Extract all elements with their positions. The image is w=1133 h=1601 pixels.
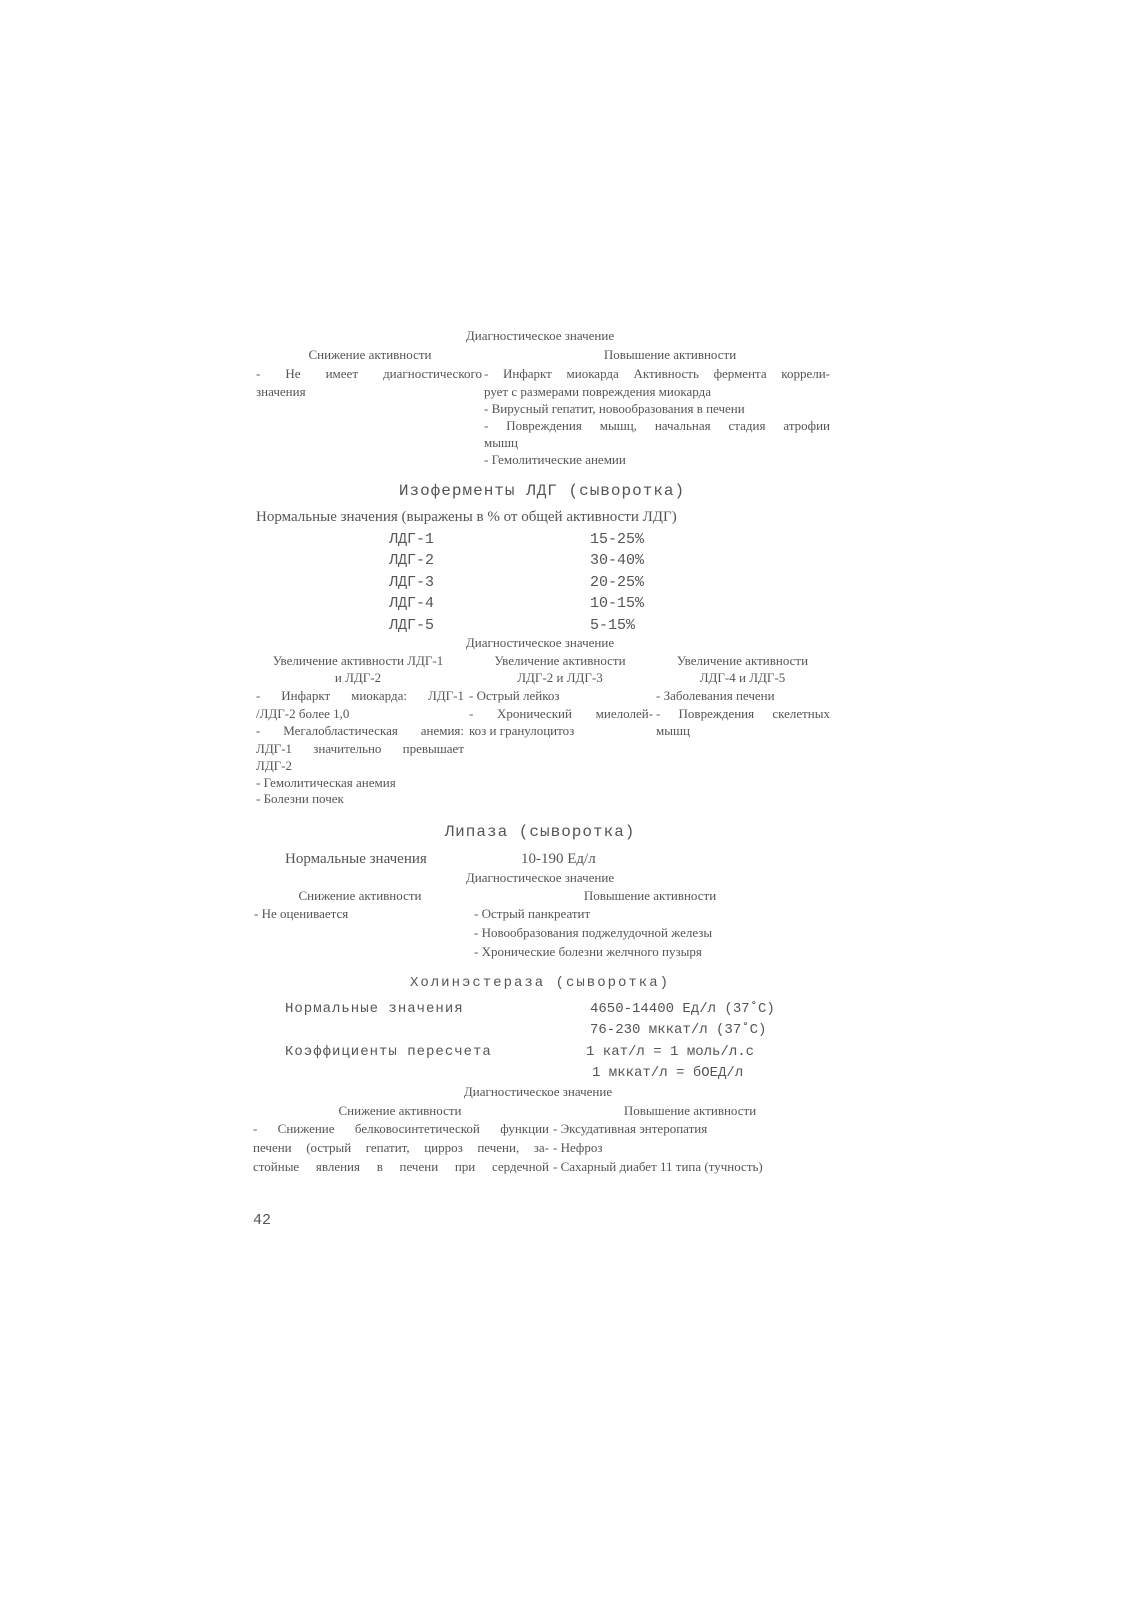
- s2-title: Изоферменты ЛДГ (сыворотка): [398, 482, 686, 500]
- s1-high-line: - Повреждения мышц, начальная стадия атрофии: [484, 418, 830, 433]
- s2-col1-line: ЛДГ-1 значительно превышает: [256, 741, 464, 756]
- ldh-row-value: 10-15%: [590, 595, 645, 612]
- s2-col1-line: ЛДГ-2: [256, 758, 293, 773]
- s1-high-line: мышц: [484, 435, 518, 450]
- ldh-row-name: ЛДГ-3: [389, 574, 435, 591]
- s4-low-line: стойные явления в печени при сердечной: [253, 1159, 549, 1174]
- s3-high-line: - Хронические болезни желчного пузыря: [474, 944, 702, 959]
- s4-high-line: - Эксудативная энтеропатия: [553, 1121, 708, 1136]
- ldh-row-name: ЛДГ-4: [389, 595, 435, 612]
- s2-col3-line: - Повреждения скелетных: [656, 706, 830, 721]
- s1-high-line: рует с размерами повреждения миокарда: [484, 384, 711, 399]
- ldh-row-value: 5-15%: [590, 617, 636, 634]
- s2-col1-line: /ЛДГ-2 более 1,0: [256, 706, 350, 721]
- s4-coef-value: 1 кат/л = 1 моль/л.с: [586, 1044, 755, 1060]
- s2-col3-line: - Заболевания печени: [656, 688, 775, 703]
- s2-col1-header: Увеличение активности ЛДГ-1: [272, 653, 444, 668]
- s1-high-line: - Гемолитические анемии: [484, 452, 626, 467]
- s2-col1-line: - Инфаркт миокарда: ЛДГ-1: [256, 688, 464, 703]
- s4-diag-title: Диагностическое значение: [463, 1084, 613, 1099]
- s2-col2-header: ЛДГ-2 и ЛДГ-3: [517, 670, 603, 685]
- s4-col-high: Повышение активности: [623, 1103, 757, 1118]
- s3-col-high: Повышение активности: [583, 888, 717, 903]
- ldh-row-value: 15-25%: [590, 531, 645, 548]
- s2-col1-line: - Мегалобластическая анемия:: [256, 723, 464, 738]
- s3-high-line: - Острый панкреатит: [474, 906, 591, 921]
- s1-high-line: - Инфаркт миокарда Активность фермента коррели-: [484, 366, 830, 381]
- ldh-row-name: ЛДГ-2: [389, 552, 435, 569]
- s2-normal-values: Нормальные значения (выражены в % от общей активности ЛДГ): [256, 509, 677, 525]
- s4-low-line: печени (острый гепатит, цирроз печени, за-: [253, 1140, 549, 1155]
- s2-col2-header: Увеличение активности: [494, 653, 626, 668]
- s4-title: Холинэстераза (сыворотка): [409, 975, 671, 991]
- s4-coef-label: Коэффициенты пересчета: [285, 1044, 492, 1060]
- ldh-row-value: 20-25%: [590, 574, 645, 591]
- s2-col3-header: Увеличение активности: [676, 653, 809, 668]
- s2-col1-line: - Гемолитическая анемия: [256, 775, 396, 790]
- s2-col3-line: мышц: [656, 723, 690, 738]
- s1-diag-title: Диагностическое значение: [465, 328, 615, 343]
- s1-col-low: Снижение активности: [308, 347, 432, 362]
- s2-col2-line: коз и гранулоцитоз: [469, 723, 575, 738]
- s3-high-line: - Новообразования поджелудочной железы: [474, 925, 713, 940]
- s4-coef-value: 1 мккат/л = бОЕД/л: [592, 1065, 744, 1081]
- ldh-row-name: ЛДГ-5: [389, 617, 435, 634]
- s3-low-line: - Не оценивается: [254, 906, 349, 921]
- s2-col2-line: - Острый лейкоз: [469, 688, 560, 703]
- s1-low-line: значения: [256, 384, 306, 399]
- s1-high-line: - Вирусный гепатит, новообразования в печени: [484, 401, 745, 416]
- s1-col-high: Повышение активности: [603, 347, 737, 362]
- ldh-row-value: 30-40%: [590, 552, 645, 569]
- s3-normal-value: 10-190 Ед/л: [521, 851, 596, 867]
- s2-col1-line: - Болезни почек: [256, 791, 344, 806]
- s2-col3-header: ЛДГ-4 и ЛДГ-5: [699, 670, 786, 685]
- s2-col2-line: - Хронический миелолей-: [469, 706, 653, 721]
- s3-col-low: Снижение активности: [298, 888, 422, 903]
- s4-high-line: - Нефроз: [553, 1140, 603, 1155]
- s4-normal-label: Нормальные значения: [285, 1001, 464, 1017]
- s3-diag-title: Диагностическое значение: [465, 870, 615, 885]
- s1-low-line: - Не имеет диагностического: [256, 366, 482, 381]
- ldh-row-name: ЛДГ-1: [389, 531, 435, 548]
- s3-title: Липаза (сыворотка): [444, 823, 636, 841]
- s2-diag-title: Диагностическое значение: [465, 635, 615, 650]
- s4-col-low: Снижение активности: [338, 1103, 462, 1118]
- s4-high-line: - Сахарный диабет 11 типа (тучность): [553, 1159, 763, 1174]
- s4-normal-value: 4650-14400 Ед/л (37˚С): [590, 1001, 775, 1017]
- s3-normal-label: Нормальные значения: [285, 851, 427, 867]
- s4-normal-value: 76-230 мккат/л (37˚С): [590, 1022, 767, 1038]
- s4-low-line: - Снижение белковосинтетической функции: [253, 1121, 549, 1136]
- page-number: 42: [253, 1212, 272, 1229]
- s2-col1-header: и ЛДГ-2: [334, 670, 382, 685]
